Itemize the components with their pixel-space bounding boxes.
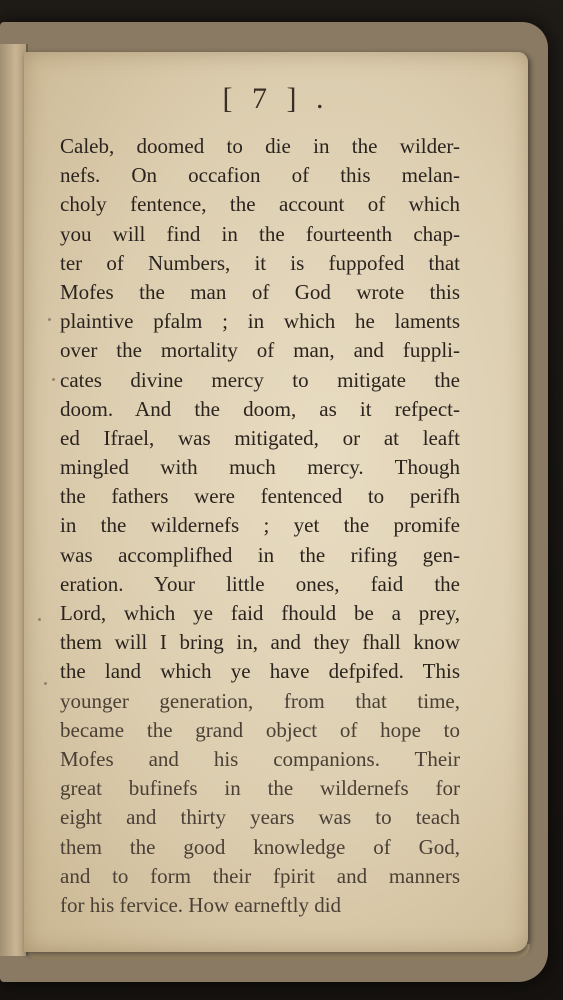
text-line: plaintive pfalm ; in which he laments — [60, 309, 460, 334]
text-line: over the mortality of man, and fuppli- — [60, 338, 460, 363]
text-line: in the wildernefs ; yet the promife — [60, 513, 460, 538]
paper-speck — [38, 618, 41, 621]
text-line: Lord, which ye faid fhould be a prey, — [60, 601, 460, 625]
text-line: you will find in the fourteenth chap- — [60, 221, 460, 246]
text-line: the land which ye have defpifed. This — [60, 659, 460, 684]
text-line: them will I bring in, and they fhall know — [60, 630, 460, 655]
text-line: mingled with much mercy. Though — [60, 455, 460, 480]
paper-speck — [44, 682, 47, 685]
text-line: great bufinefs in the wildernefs for — [60, 776, 460, 801]
text-line: Mofes and his companions. Their — [60, 746, 460, 771]
text-line: ter of Numbers, it is fuppofed that — [60, 250, 460, 275]
text-line: for his fervice. How earneftly did — [60, 892, 342, 917]
text-line: ed Ifrael, was mitigated, or at leaft — [60, 425, 460, 450]
text-line: cates divine mercy to mitigate the — [60, 367, 460, 392]
text-line: the fathers were fentenced to perifh — [60, 484, 460, 509]
text-line: choly fentence, the account of which — [60, 192, 460, 217]
text-line: doom. And the doom, as it refpect- — [60, 396, 460, 421]
paper-speck — [52, 378, 55, 381]
page-body — [60, 132, 460, 920]
text-line: them the good knowledge of God, — [60, 834, 460, 859]
text-line: eration. Your little ones, faid the — [60, 571, 460, 596]
text-line: younger generation, from that time, — [60, 688, 460, 713]
text-line: nefs. On occafion of this melan- — [60, 163, 460, 188]
text-line: eight and thirty years was to teach — [60, 805, 460, 830]
paper-speck — [48, 318, 51, 321]
text-line: was accomplifhed in the rifing gen- — [60, 542, 460, 567]
text-line: Caleb, doomed to die in the wilder- — [60, 134, 460, 158]
page-number-header: [ 7 ] . — [222, 82, 330, 115]
text-line: became the grand object of hope to — [60, 717, 460, 742]
text-line: and to form their fpirit and manners — [60, 863, 460, 888]
text-line: Mofes the man of God wrote this — [60, 279, 460, 304]
